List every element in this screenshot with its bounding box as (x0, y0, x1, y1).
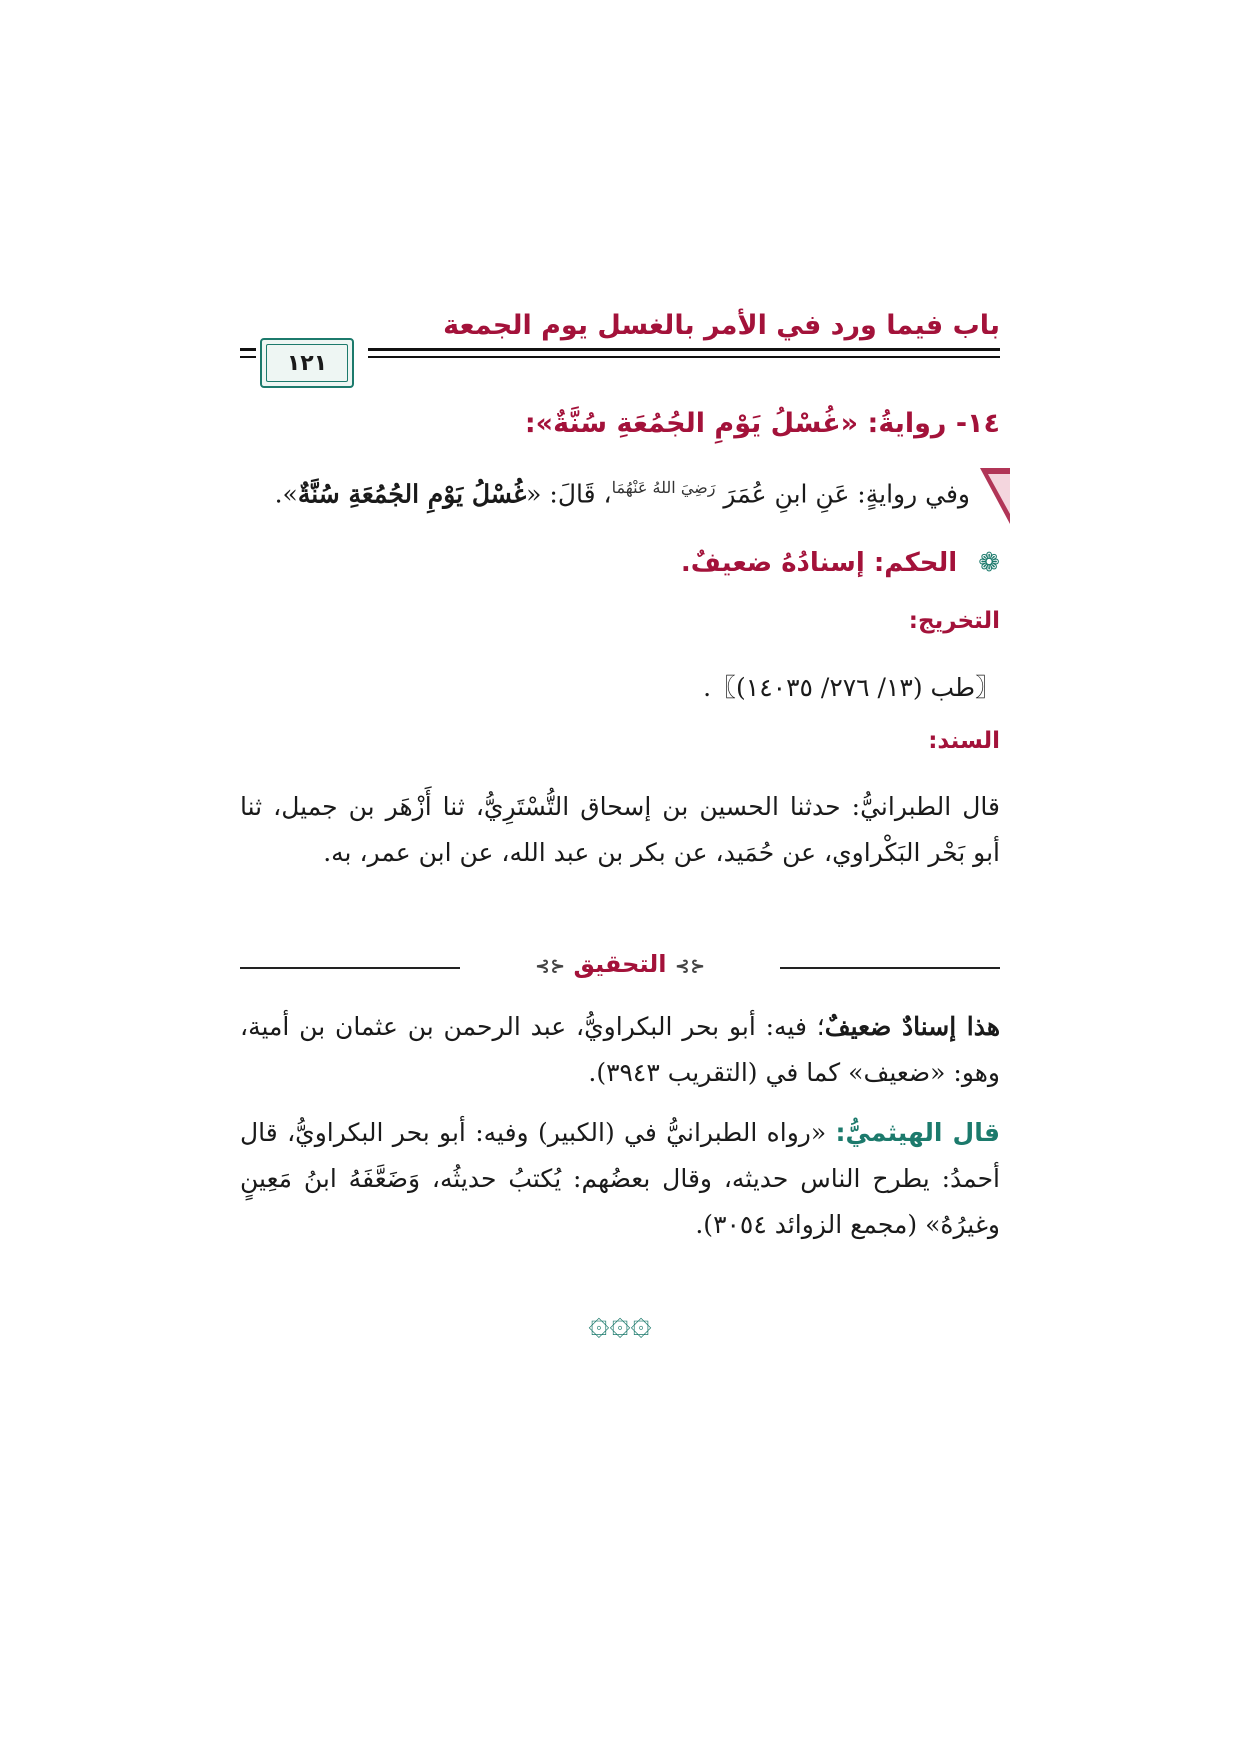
header-rule-left (240, 348, 256, 351)
narration-quote: غُسْلُ يَوْمِ الجُمُعَةِ سُنَّةٌ (297, 479, 527, 509)
chapter-title: باب فيما ورد في الأمر بالغسل يوم الجمعة (443, 310, 1000, 341)
takhrij-text: 〖طب (١٣/ ٢٧٦/ ١٤٠٣٥)〗. (703, 673, 1000, 702)
corner-ornament-icon (980, 468, 1010, 524)
haythami-label: قال الهيثميُّ: (835, 1118, 1000, 1147)
narration-prefix: وفي روايةٍ: عَنِ ابنِ عُمَرَ (723, 479, 970, 509)
tahqiq-heading: التحقيق (573, 950, 667, 978)
flower-icon: ❁ (978, 548, 1000, 578)
divider-line-left (240, 967, 460, 969)
ruling-value: إسنادُهُ ضعيفٌ. (680, 548, 865, 578)
header-rule-right-thin (368, 356, 1000, 358)
tahqiq-heading-wrap (529, 950, 711, 978)
narration-middle: ، قَالَ: « (526, 479, 612, 509)
section-title: ١٤- روايةُ: «غُسْلُ يَوْمِ الجُمُعَةِ سُنَّةٌ»: (524, 408, 1000, 439)
narration-line (275, 478, 970, 508)
scroll-ornament-icon: ⊰⊱ (534, 956, 566, 977)
tahqiq-p2-text: «رواه الطبرانيُّ في (الكبير) وفيه: أبو بحر البكراويُّ، قال أحمدُ: يطرح الناس حديثه، وقال بعضُهم: يُكتبُ حديثُه، وَضَعَّفَهُ ابنُ مَعِينٍ وغيرُهُ» (مجمع الزوائد ٣٠٥٤). (240, 1118, 1000, 1239)
tahqiq-p1-text: ؛ فيه: أبو بحر البكراويُّ، عبد الرحمن بن عثمان بن أمية، وهو: «ضعيف» كما في (التقريب ٣٩٤٣). (240, 1012, 1000, 1087)
end-ornaments: ۞۞۞ (588, 1302, 652, 1343)
page-number-badge (260, 338, 354, 388)
header-rule-right (368, 348, 1000, 351)
narration-suffix: ». (274, 479, 298, 509)
sanad-text: قال الطبرانيُّ: حدثنا الحسين بن إسحاق التُّسْتَرِيُّ، ثنا أَزْهَر بن جميل، ثنا أبو بَحْر البَكْراوي، عن حُمَيد، عن بكر بن عبد الله، عن ابن عمر، به. (240, 792, 1000, 867)
tahqiq-divider (240, 948, 1000, 988)
salutation-glyph: رَضِيَ اللهُ عَنْهُمَا (611, 478, 716, 497)
divider-line-right (780, 967, 1000, 969)
tahqiq-paragraph-2 (240, 1110, 1000, 1248)
ruling-label: الحكم: (873, 548, 958, 578)
page-number: ١٢١ (286, 350, 328, 376)
takhrij-heading: التخريج: (908, 608, 1000, 634)
sanad-heading: السند: (928, 728, 1000, 754)
book-page (240, 0, 1000, 1754)
ruling-line (681, 548, 1000, 578)
tahqiq-paragraph-1 (240, 1004, 1000, 1096)
header-rule-left-thin (240, 356, 256, 358)
scroll-ornament-icon: ⊰⊱ (674, 956, 706, 977)
tahqiq-p1-bold: هذا إسنادٌ ضعيفٌ (824, 1012, 1001, 1041)
